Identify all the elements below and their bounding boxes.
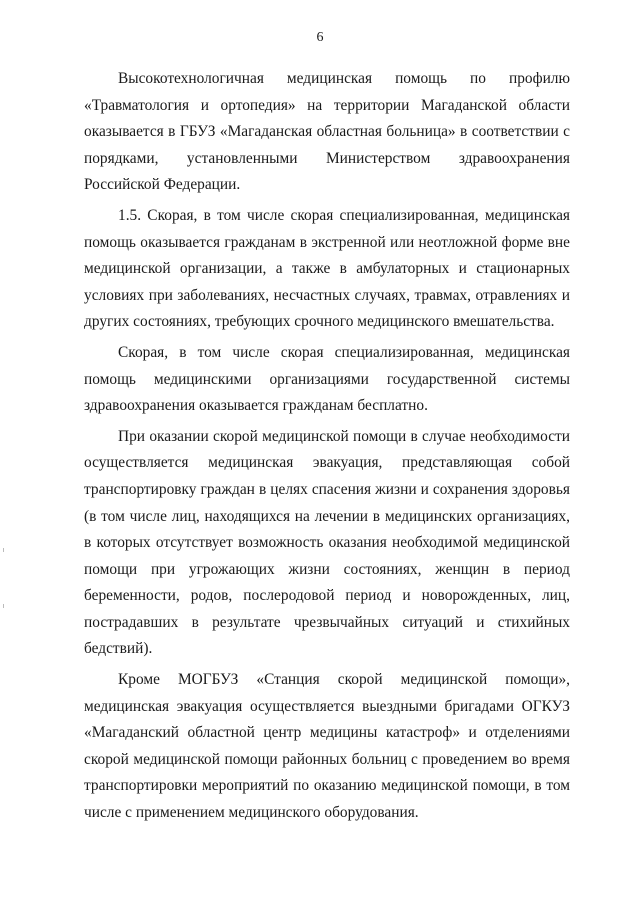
scan-edge-mark <box>3 548 4 552</box>
scan-edge-mark <box>3 604 4 608</box>
page-number: 6 <box>316 30 324 45</box>
document-body <box>84 66 570 831</box>
paragraph-emergency-care: 1.5. Скорая, в том числе скорая специализированная, медицинская помощь оказывается гражданам в экстренной или неотложной форме вне медицинской организации, а также в амбулаторных и стационарных условиях при заболеваниях, несчастных случаях, травмах, отравлениях и других состояниях, требующих срочного медицинского вмешательства. <box>84 206 570 331</box>
paragraph-medical-evacuation: При оказании скорой медицинской помощи в случае необходимости осуществляется медицинская эвакуация, представляющая собой транспортировку граждан в целях спасения жизни и сохранения здоровья (в том числе лиц, находящихся на лечении в медицинских организациях, в которых отсутствует возможность оказания необходимой медицинской помощи при угрожающих жизни состояниях, женщин в период беременности, родов, послеродовой период и новорожденных, лиц, пострадавших в результате чрезвычайных ситуаций и стихийных бедствий). <box>84 427 570 658</box>
paragraph-evacuation-teams: Кроме МОГБУЗ «Станция скорой медицинской помощи», медицинская эвакуация осуществляется выездными бригадами ОГКУЗ «Магаданский областной центр медицины катастроф» и отделениями скорой медицинской помощи районных больниц с проведением во время транспортировки мероприятий по оказанию медицинской помощи, в том числе с применением медицинского оборудования. <box>84 671 570 822</box>
paragraph-high-tech-care: Высокотехнологичная медицинская помощь по профилю «Травматология и ортопедия» на территории Магаданской области оказывается в ГБУЗ «Магаданская областная больница» в соответствии с порядками, установленными Министерством здравоохранения Российской Федерации. <box>84 70 570 194</box>
paragraph-emergency-free: Скорая, в том числе скорая специализированная, медицинская помощь медицинскими организациями государственной системы здравоохранения оказывается гражданам бесплатно. <box>84 343 570 415</box>
